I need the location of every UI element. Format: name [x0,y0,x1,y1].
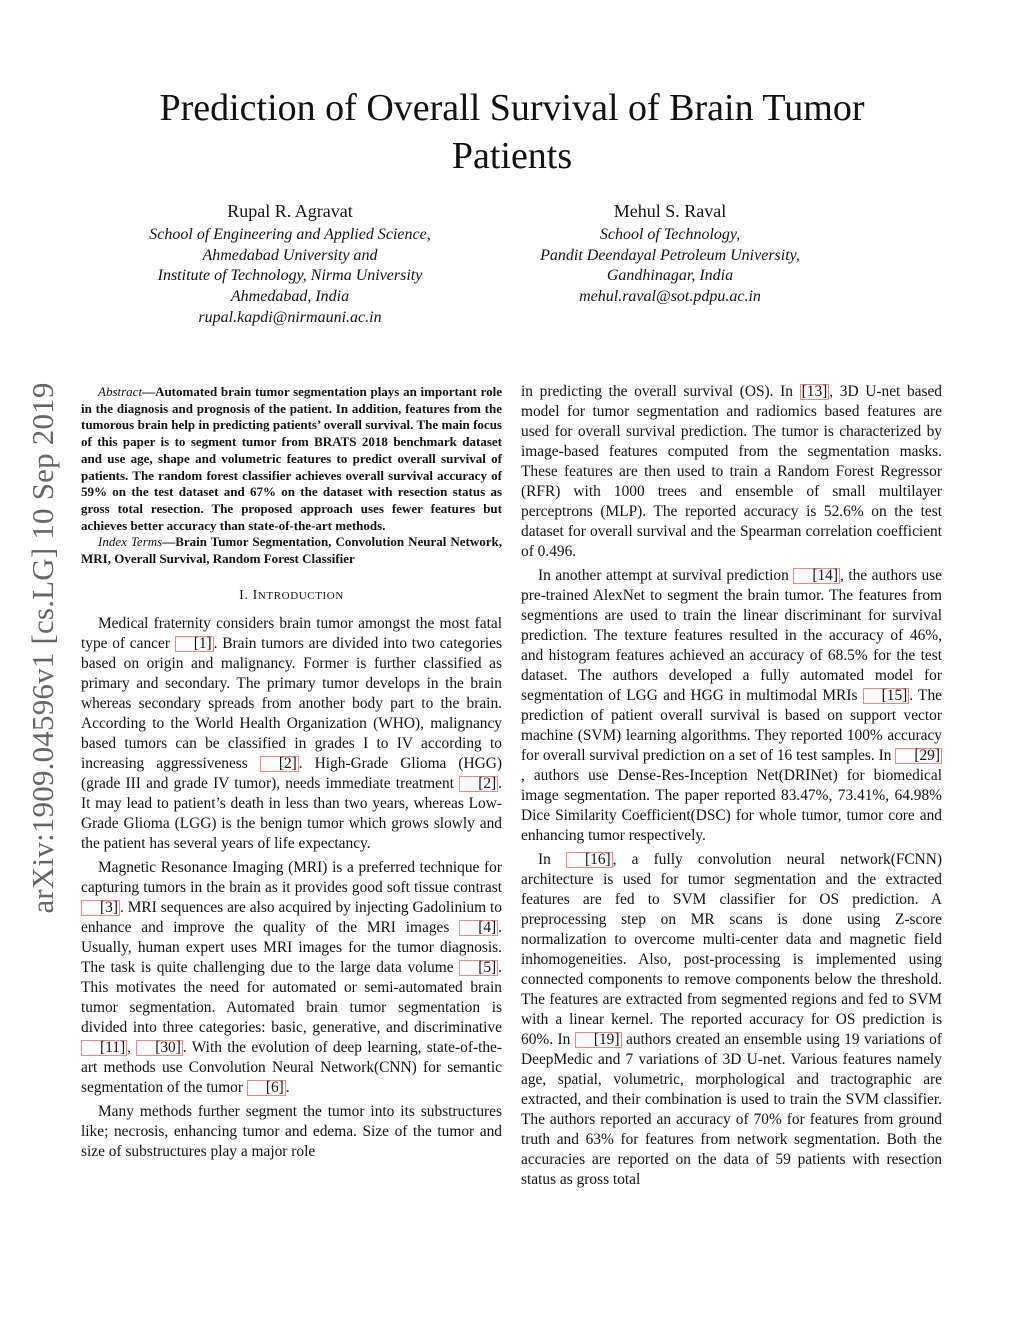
author-affiliation-line: Pandit Deendayal Petroleum University, [540,246,800,264]
citation-link[interactable]: [13] [801,383,828,400]
title-line-1: Prediction of Overall Survival of Brain Tumor [159,87,865,129]
author-affiliation-line: School of Engineering and Applied Science, [149,225,431,243]
index-terms-text: —Brain Tumor Segmentation, Convolution Neural Network, MRI, Overall Survival, Random Forest Classifier [81,534,502,567]
author-location: Ahmedabad, India [230,288,350,306]
abstract-lead: Abstract [98,384,143,399]
citation-link[interactable]: [11] [81,1040,127,1056]
left-column [81,382,502,1166]
section-heading: I. INTRODUCTION [239,587,344,603]
citation-link[interactable]: [30] [136,1040,183,1056]
author-affiliation-line: Institute of Technology, Nirma University [157,267,423,285]
citation-link[interactable]: [5] [459,960,498,976]
author-email: mehul.raval@sot.pdpu.ac.in [579,288,761,306]
author-name: Mehul S. Raval [613,201,727,221]
author-block-1 [120,201,460,329]
index-terms-lead: Index Terms [98,534,163,550]
arxiv-stamp: arXiv:1909.04596v1 [cs.LG] 10 Sep 2019 [25,382,60,914]
citation-link[interactable]: [14] [793,568,840,584]
paper-title [90,84,934,180]
citation-link[interactable]: [16] [566,852,613,868]
citation-link[interactable]: [2] [260,756,299,772]
paragraph: Medical fraternity considers brain tumor amongst the most fatal type of cancer [1] . Brain tumors are divided into two categories based on origin and malignancy. Former is further classified as primary and secondary. The primary tumor develops in the brain whereas secondary spreads from another body part to the brain. According to the World Health Organization (WHO), malignancy based tumors can be classified in grades I to IV according to increasing aggressiveness [2] . High-Grade Glioma (HGG) (grade III and grade IV tumor), needs immediate treatment [2] . It may lead to patient’s death in less than two years, whereas Low-Grade Glioma (LGG) is the benign tumor which grows slowly and the patient has several years of life expectancy. [81,614,503,852]
paragraph: Many methods further segment the tumor into its substructures like; necrosis, enhancing tumor and edema. Size of the tumor and size of substructures play a major role [81,1102,502,1160]
author-affiliation-line: Ahmedabad University and [202,246,378,264]
index-terms [81,534,502,567]
title-line-2: Patients [451,135,573,177]
author-name: Rupal R. Agravat [227,201,353,221]
citation-link[interactable]: [4] [459,920,498,936]
paragraph: Magnetic Resonance Imaging (MRI) is a preferred technique for capturing tumors in the brain as it provides good soft tissue contrast [3] . MRI sequences are also acquired by injecting Gadolinium to enhance and improve the quality of the MRI images [4] . Usually, human expert uses MRI images for the tumor diagnosis. The task is quite challenging due to the large data volume [5] . This motivates the need for automated or semi-automated brain tumor segmentation. Automated brain tumor segmentation is divided into three categories: basic, generative, and discriminative [11] , [30] . With the evolution of deep learning, state-of-the-art methods use Convolution Neural Network(CNN) for semantic segmentation of the tumor [6] . [81,858,502,1096]
citation-link[interactable]: [2] [459,776,498,792]
paragraph: In [16] , a fully convolution neural network(FCNN) architecture is used for tumor segmentation and the extracted features are fed to SVM classifier for OS prediction. A preprocessing step on MR scans is done using Z-score normalization to overcome multi-center data and magnetic field inhomogeneities. Also, post-processing is implemented using connected components to remove components below the threshold. The features are extracted from segmented regions and fed to SVM with a linear kernel. The reported accuracy for OS prediction is 60%. In [19] authors created an ensemble using 19 variations of DeepMedic and 7 variations of 3D U-net. Various features namely age, spatial, volumetric, morphological and tractographic are extracted, and their combination is used to train the SVM classifier. The authors reported an accuracy of 70% for features from ground truth and 63% for features from network segmentation. Both the accuracies are reported on the data of 59 patients with resection status as gross total [521,851,942,1188]
abstract [81,384,502,534]
author-block-2 [500,201,840,308]
citation-link[interactable]: [15] [863,688,910,704]
citation-link[interactable]: [29] [895,748,942,764]
citation-link[interactable]: [1] [175,636,214,652]
citation-link[interactable]: [6] [247,1080,286,1096]
citation-link[interactable]: [19] [575,1032,622,1048]
author-email: rupal.kapdi@nirmauni.ac.in [198,308,382,326]
paragraph: in predicting the overall survival (OS). In [13] , 3D U-net based model for tumor segmentation and radiomics based features are used for overall survival prediction. The tumor is characterized by image-based features computed from the segmentation masks. These features are then used to train a Random Forest Regressor (RFR) with 1000 trees and ensemble of small multilayer perceptrons (MLP). The reported accuracy is 52.6% on the test dataset for overall survival and the Spearman correlation coefficient of 0.496. [521,383,942,560]
author-affiliation-line: School of Technology, [599,225,741,243]
citation-link[interactable]: [3] [81,900,120,916]
paragraph: In another attempt at survival prediction [14] , the authors use pre-trained AlexNet to segment the brain tumor. The features from segmentions are used to train the linear discriminant for survival prediction. The texture features resulted in the accuracy of 46%, and histogram features achieved an accuracy of 68.5% for the test dataset. The authors developed a fully automated model for segmentation of LGG and HGG in multimodal MRIs [15] . The prediction of patient overall survival is based on support vector machine (SVM) learning algorithms. They reported 100% accuracy for overall survival prediction on a set of 16 test samples. In [29], authors use Dense-Res-Inception Net(DRINet) for biomedical image segmentation. The paper reported 83.47%, 73.41%, 64.98% Dice Similarity Coefficient(DSC) for whole tumor, tumor core and enhancing tumor respectively. [521,567,942,844]
author-location: Gandhinagar, India [606,267,734,285]
right-column [521,382,942,1194]
abstract-text: —Automated brain tumor segmentation plays an important role in the diagnosis and prognosis of the patient. In addition, features from the tumorous brain help in predicting patients’ overall survival. The main focus of this paper is to segment tumor from BRATS 2018 benchmark dataset and use age, shape and volumetric features to predict overall survival of patients. The random forest classifier achieves overall survival accuracy of 59% on the test dataset and 67% on the dataset with resection status as gross total resection. The proposed approach uses fewer features but achieves better accuracy than state-of-the-art methods. [81,384,502,533]
